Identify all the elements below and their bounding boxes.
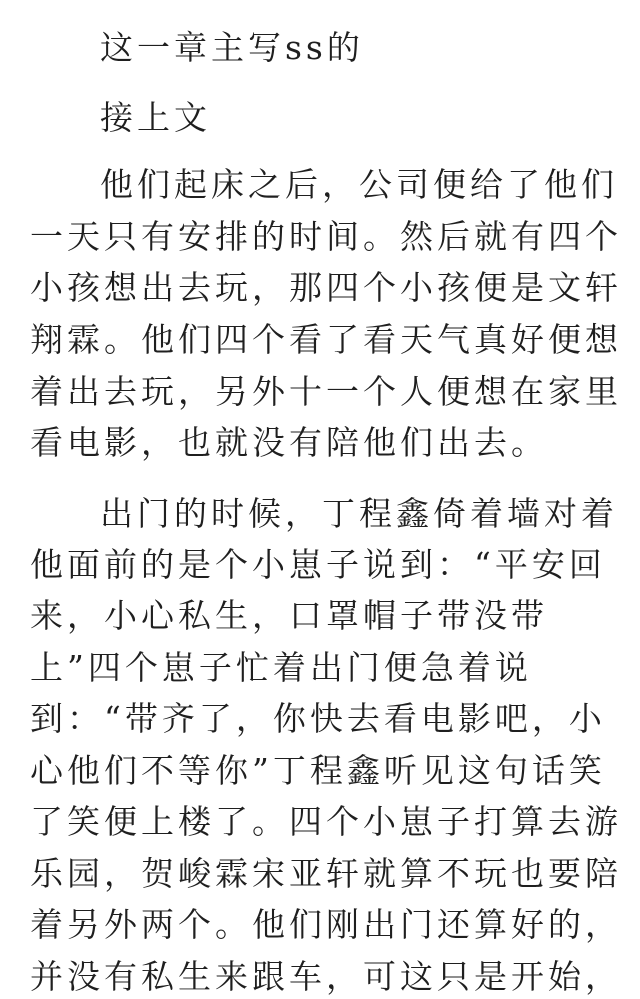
text-line: 来，小心私生，口罩帽子带没带	[30, 596, 548, 635]
text-line: 他们起床之后，公司便给了他们	[100, 165, 618, 204]
text-line: 这一章主写ss的	[100, 28, 364, 67]
text-line: 接上文	[100, 98, 211, 137]
text-line: 出门的时候，丁程鑫倚着墙对着	[100, 494, 618, 533]
text-line: 了笑便上楼了。四个小崽子打算去游	[30, 802, 622, 841]
text-line: 心他们不等你”丁程鑫听见这句话笑	[30, 751, 606, 790]
text-line: 乐园，贺峻霖宋亚轩就算不玩也要陪	[30, 854, 622, 893]
text-line: 到：“带齐了，你快去看电影吧，小	[30, 699, 606, 738]
text-line: 他面前的是个小崽子说到：“平安回	[30, 545, 606, 584]
text-line: 着出去玩，另外十一个人便想在家里	[30, 372, 622, 411]
text-line: 看电影，也就没有陪他们出去。	[30, 423, 548, 462]
text-line: 小孩想出去玩，那四个小孩便是文轩	[30, 268, 622, 307]
text-line: 并没有私生来跟车，可这只是开始，	[30, 957, 622, 996]
text-line: 着另外两个。他们刚出门还算好的，	[30, 905, 622, 944]
text-line: 翔霖。他们四个看了看天气真好便想	[30, 320, 622, 359]
text-line: 上”四个崽子忙着出门便急着说	[30, 648, 532, 687]
text-line: 一天只有安排的时间。然后就有四个	[30, 217, 622, 256]
